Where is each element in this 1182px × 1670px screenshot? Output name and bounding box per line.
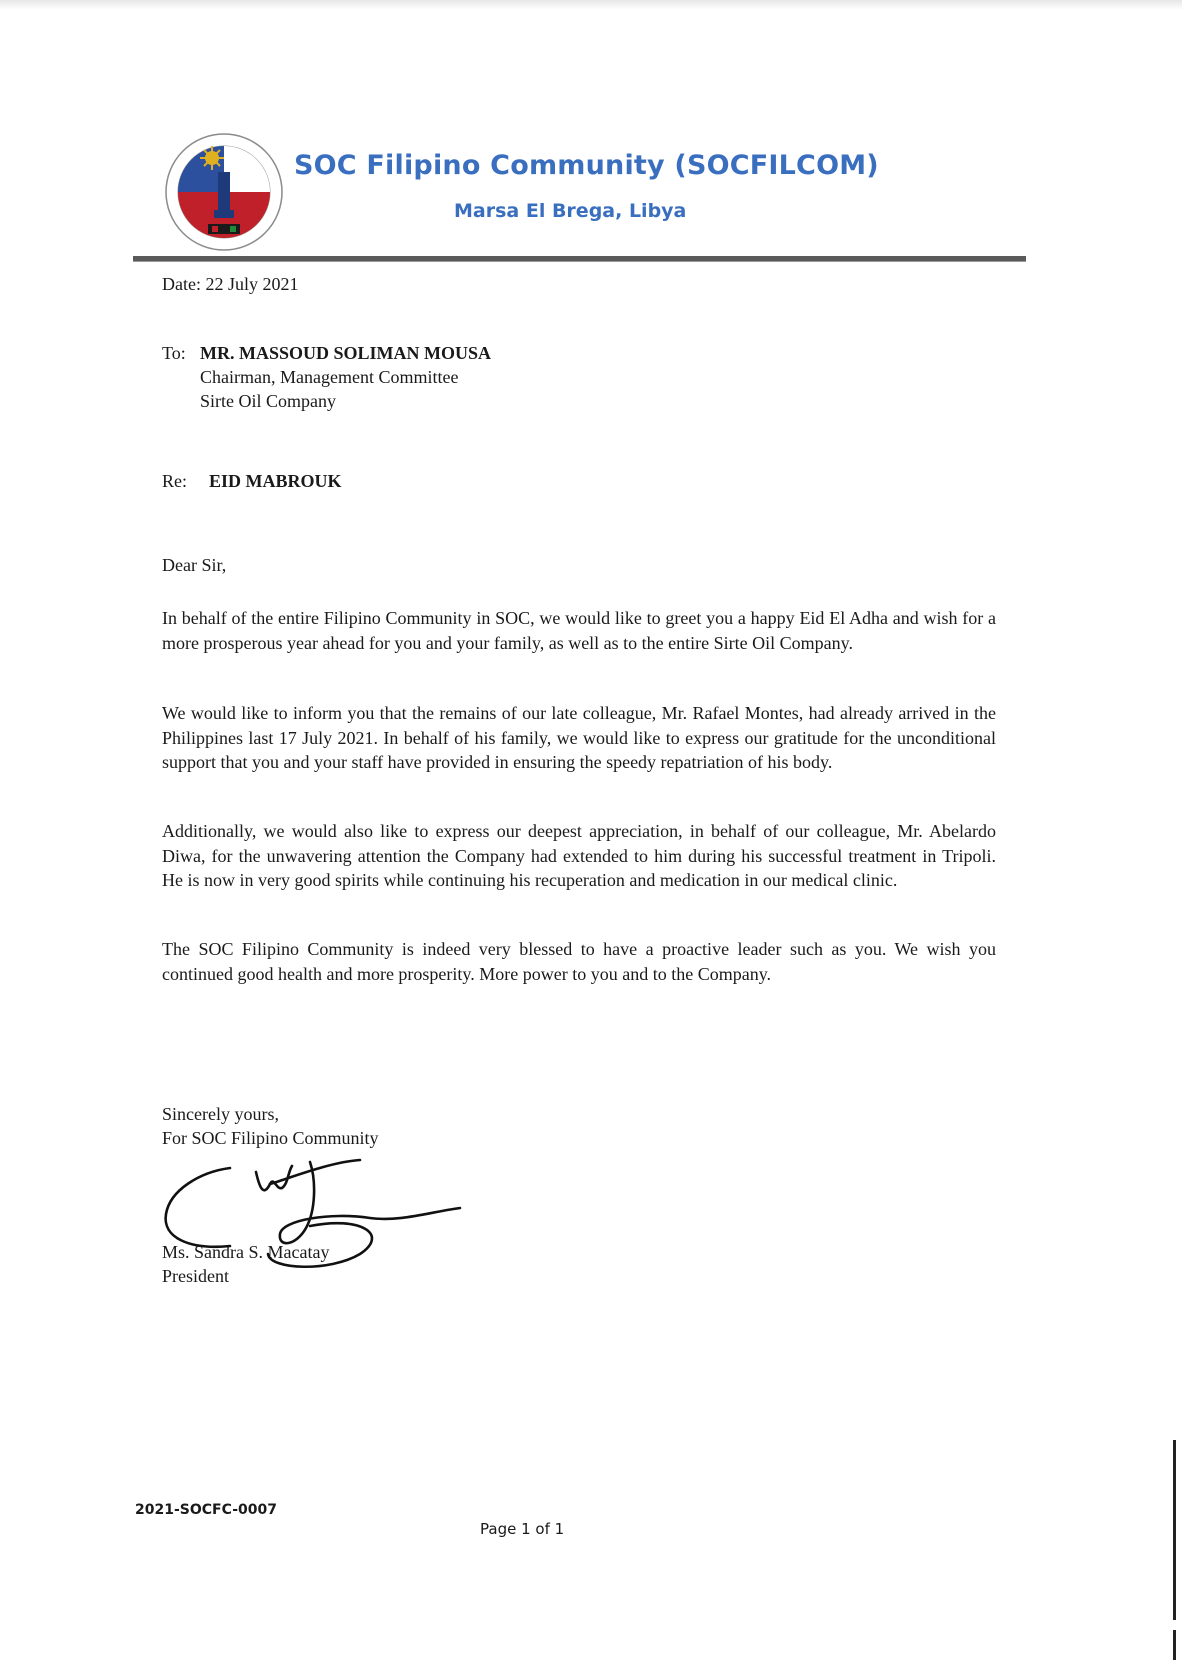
body-paragraph: In behalf of the entire Filipino Community in SOC, we would like to greet you a happy Eid El Adha and wish for a more prosperous year ahead for you and your family, as well as to the entire Sirte Oil Company.	[162, 608, 996, 653]
re-label: Re:	[162, 471, 187, 491]
scan-artifact	[0, 0, 1182, 10]
socfilcom-seal-icon	[164, 132, 284, 252]
signatory-title: President	[162, 1266, 229, 1286]
letterhead-divider	[133, 256, 1026, 262]
body-paragraph: The SOC Filipino Community is indeed very blessed to have a proactive leader such as you. We wish you continued good health and more prosperity. More power to you and to the Company.	[162, 939, 996, 984]
page-number: Page 1 of 1	[480, 1520, 565, 1538]
organization-name: SOC Filipino Community (SOCFILCOM)	[294, 150, 879, 181]
letter-subject: EID MABROUK	[209, 471, 342, 491]
organization-location: Marsa El Brega, Libya	[454, 200, 687, 222]
to-label: To:	[162, 343, 186, 363]
recipient-name: MR. MASSOUD SOLIMAN MOUSA	[200, 343, 492, 363]
body-paragraph: We would like to inform you that the remains of our late colleague, Mr. Rafael Montes, had already arrived in the Philippines last 17 July 2021. In behalf of his family, we would like to express our gratitude for the unconditional support that you and your staff have provided in ensuring the speedy repatriation of his body.	[162, 703, 996, 772]
reference-number: 2021-SOCFC-0007	[135, 1502, 277, 1518]
closing: Sincerely yours,	[162, 1104, 279, 1124]
scan-edge-mark	[1173, 1630, 1176, 1660]
closing-organization: For SOC Filipino Community	[162, 1128, 379, 1148]
recipient-title: Chairman, Management Committee	[200, 367, 459, 387]
salutation: Dear Sir,	[162, 555, 227, 575]
signatory-name: Ms. Sandra S. Macatay	[162, 1242, 330, 1262]
body-paragraph: Additionally, we would also like to express our deepest appreciation, in behalf of our colleague, Mr. Abelardo Diwa, for the unwavering attention the Company had extended to him during his successful treatment in Tripoli. He is now in very good spirits while continuing his recuperation and medication in our medical clinic.	[162, 821, 996, 890]
letter-date: Date: 22 July 2021	[162, 274, 299, 294]
scan-edge-mark	[1173, 1440, 1176, 1620]
recipient-company: Sirte Oil Company	[200, 391, 336, 411]
